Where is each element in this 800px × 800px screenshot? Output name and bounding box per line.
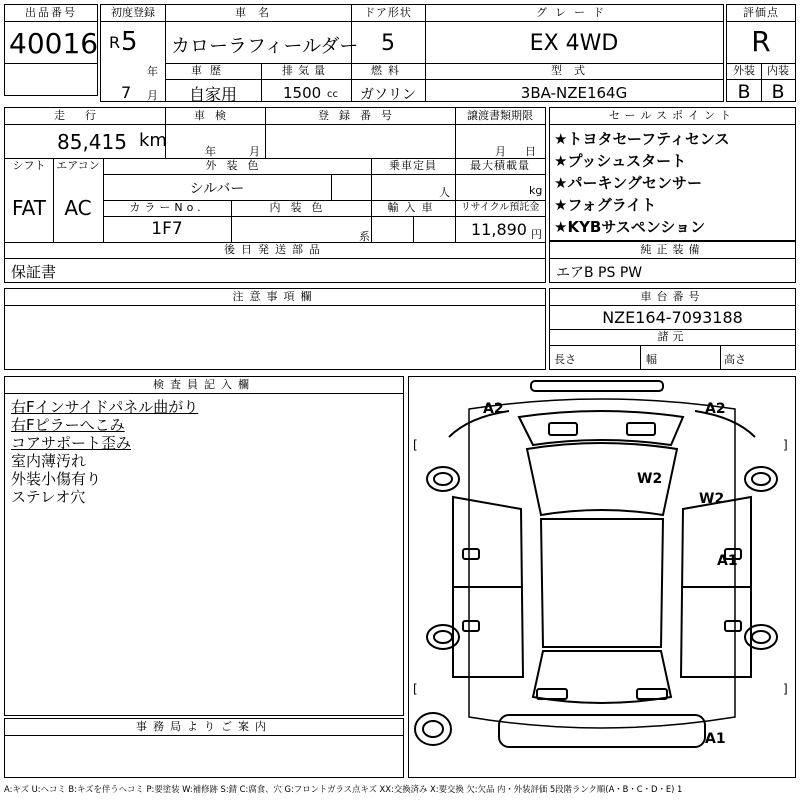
fuel: ガソリン xyxy=(360,87,416,103)
damage-mark: A2 xyxy=(705,401,726,417)
shift: FAT xyxy=(11,196,46,220)
equipment-value: エアB PS PW xyxy=(556,265,643,281)
shift-label: シフト xyxy=(12,159,46,172)
first-reg-label: 初度登録 xyxy=(111,6,155,19)
exterior-color: シルバー xyxy=(189,181,245,197)
inspector-item: ステレオ穴 xyxy=(11,488,86,506)
inspector-item: 右Fピラーへこみ xyxy=(11,416,125,434)
import-label: 輸入車 xyxy=(387,201,439,214)
history: 自家用 xyxy=(188,85,237,104)
inspector-label: 検査員記入欄 xyxy=(153,378,255,391)
later-parts-label: 後日発送部品 xyxy=(224,243,326,256)
score: R xyxy=(751,25,771,58)
inspector-item: 外装小傷有り xyxy=(11,470,102,488)
model-name-label: 車名 xyxy=(235,6,281,19)
type: 3BA-NZE164G xyxy=(520,84,628,102)
plate-label: 登録番号 xyxy=(318,109,402,122)
era: R xyxy=(109,33,121,52)
inspection-label: 車検 xyxy=(194,109,236,122)
svg-text:]: ] xyxy=(783,682,788,696)
color-no: 1F7 xyxy=(151,219,183,239)
recycle-label: リサイクル預託金 xyxy=(460,202,540,213)
sales-point-item: ★トヨタセーフティセンス xyxy=(554,130,730,148)
later-parts: 保証書 xyxy=(11,263,57,281)
damage-mark: A2 xyxy=(483,401,504,417)
load-unit: kg xyxy=(529,184,543,197)
int-grade: B xyxy=(771,81,785,103)
model-name: カローラフィールダー xyxy=(171,35,359,57)
mileage-label: 走行 xyxy=(54,109,116,122)
ac: AC xyxy=(64,196,92,220)
ext-grade: B xyxy=(737,81,751,103)
sales-point-item: ★KYBサスペンション xyxy=(554,218,706,236)
equipment-box xyxy=(549,241,796,283)
damage-mark: W2 xyxy=(637,471,663,487)
exterior-color-label: 外装色 xyxy=(205,159,269,172)
sales-point-item: ★フォグライト xyxy=(554,196,657,214)
office-label: 事務局よりご案内 xyxy=(136,720,272,733)
sales-points-label: セールスポイント xyxy=(608,109,736,122)
int-label: 内装 xyxy=(767,64,789,77)
detail-box xyxy=(4,107,546,283)
svg-text:[: [ xyxy=(413,682,418,696)
grade-label: グレード xyxy=(536,6,612,19)
capacity-label: 乗車定員 xyxy=(389,159,437,172)
lot-number-box xyxy=(4,4,98,96)
door-label: ドア形状 xyxy=(364,6,412,19)
equipment-label: 純正装備 xyxy=(640,243,705,256)
dims-label: 諸元 xyxy=(657,330,688,343)
length-label: 長さ xyxy=(554,353,576,366)
vehicle-info-box xyxy=(100,4,724,102)
transfer-label: 譲渡書類期限 xyxy=(467,109,533,122)
insp-month-unit: 月 xyxy=(249,145,260,158)
lot-number-label: 出品番号 xyxy=(25,6,77,19)
svg-text:]: ] xyxy=(783,438,788,452)
month-unit: 月 xyxy=(147,89,158,102)
score-label: 評価点 xyxy=(743,6,779,19)
year-unit: 年 xyxy=(147,65,158,78)
displacement: 1500 xyxy=(283,84,322,102)
width-label: 幅 xyxy=(646,353,657,366)
displacement-label: 排気量 xyxy=(282,64,330,77)
svg-text:[: [ xyxy=(413,438,418,452)
inspector-item: 室内薄汚れ xyxy=(11,452,87,470)
car-diagram xyxy=(409,377,795,777)
chassis-label: 車台番号 xyxy=(640,290,705,303)
lot-number: 40016 xyxy=(9,27,99,60)
displacement-unit: cc xyxy=(327,89,338,100)
color-no-label: カラーNo. xyxy=(129,201,205,214)
recycle-unit: 円 xyxy=(531,228,542,241)
damage-mark: A1 xyxy=(717,553,738,569)
type-label: 型式 xyxy=(551,64,597,77)
grade: EX 4WD xyxy=(529,31,619,56)
first-reg-month: 7 xyxy=(121,83,132,102)
chassis-box xyxy=(549,288,796,370)
capacity-unit: 人 xyxy=(439,186,450,199)
damage-diagram-box xyxy=(408,376,796,778)
damage-mark: W2 xyxy=(699,491,725,507)
recycle: 11,890 xyxy=(471,220,527,239)
history-label: 車歴 xyxy=(191,64,229,77)
notes-label: 注意事項欄 xyxy=(232,290,318,303)
mileage-unit: km xyxy=(139,130,167,151)
transfer-day-unit: 日 xyxy=(525,145,536,158)
fuel-label: 燃料 xyxy=(371,64,405,77)
chassis-number: NZE164-7093188 xyxy=(602,308,743,327)
legend: A:キズ U:ヘコミ B:キズを伴うヘコミ P:要塗装 W:補修跡 S:錆 C:腐食、穴 G:フロントガラス点キズ XX:交換済み X:要交換 欠:欠品 内・外装評価 5段階ランク順(A・B・C・D・E) 1 xyxy=(4,784,683,794)
inspector-box xyxy=(4,376,404,716)
interior-color-unit: 系 xyxy=(359,230,370,243)
ac-label: エアコン xyxy=(56,159,100,172)
office-box xyxy=(4,718,404,778)
damage-mark: A1 xyxy=(705,731,726,747)
interior-color-label: 内装色 xyxy=(269,201,333,214)
load-label: 最大積載量 xyxy=(470,159,530,172)
sales-points-box xyxy=(549,107,796,241)
transfer-month-unit: 月 xyxy=(495,145,506,158)
sales-point-item: ★パーキングセンサー xyxy=(554,174,702,192)
score-box xyxy=(726,4,796,102)
insp-year-unit: 年 xyxy=(205,145,216,158)
doors: 5 xyxy=(381,31,395,56)
inspector-item: 右Fインサイドパネル曲がり xyxy=(11,398,199,416)
mileage: 85,415 xyxy=(57,130,127,154)
height-label: 高さ xyxy=(724,353,746,366)
notes-box xyxy=(4,288,546,370)
sales-point-item: ★プッシュスタート xyxy=(554,152,687,170)
first-reg-year: 5 xyxy=(121,27,138,57)
inspector-item: コアサポート歪み xyxy=(11,434,132,452)
ext-label: 外装 xyxy=(733,64,755,77)
